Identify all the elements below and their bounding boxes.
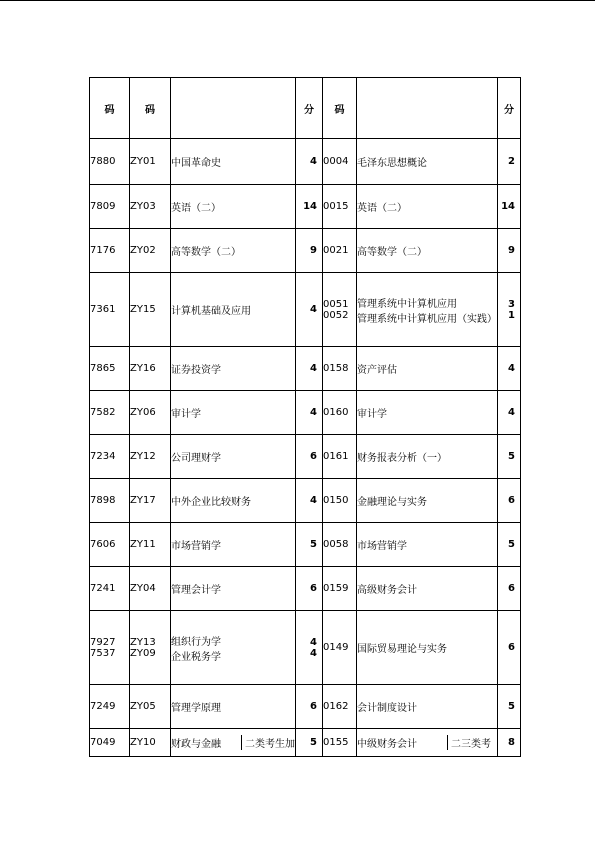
course-table — [89, 77, 521, 757]
row-credit-stack — [296, 611, 323, 685]
row-name: 中国革命史 — [171, 139, 296, 185]
table-row — [90, 139, 521, 185]
header-name — [171, 78, 296, 139]
row-code-b: ZY04 — [130, 567, 171, 611]
row-course: 英语（二） — [357, 185, 498, 229]
row-credit: 5 — [296, 523, 323, 567]
row-score: 9 — [498, 229, 521, 273]
row-code-a: 7234 — [90, 435, 130, 479]
row-score: 6 — [498, 479, 521, 523]
header-course — [357, 78, 498, 139]
row-name: 市场营销学 — [171, 523, 296, 567]
row-score: 4 — [498, 391, 521, 435]
row-code: 0051 — [323, 298, 349, 310]
row-credit: 4 — [296, 273, 323, 347]
row-code-a: 7606 — [90, 523, 130, 567]
row-name-with-note — [171, 729, 296, 757]
table-row — [90, 391, 521, 435]
row-name: 管理学原理 — [171, 685, 296, 729]
row-score: 1 — [508, 309, 515, 321]
row-name: 英语（二） — [171, 185, 296, 229]
row-name: 高等数学（二） — [171, 229, 296, 273]
row-credit: 14 — [296, 185, 323, 229]
table-row — [90, 567, 521, 611]
row-code-b: ZY17 — [130, 479, 171, 523]
header-score: 分 — [498, 78, 521, 139]
row-code: 0150 — [323, 479, 357, 523]
row-code-b: ZY11 — [130, 523, 171, 567]
row-score: 3 — [508, 298, 515, 310]
row-code: 0058 — [323, 523, 357, 567]
row-code-b: ZY12 — [130, 435, 171, 479]
row-code-a: 7537 — [90, 647, 116, 659]
row-course: 资产评估 — [357, 347, 498, 391]
row-code: 0158 — [323, 347, 357, 391]
row-code-b: ZY13 — [130, 636, 156, 648]
row-course: 金融理论与实务 — [357, 479, 498, 523]
row-code-b: ZY15 — [130, 273, 171, 347]
row-code: 0162 — [323, 685, 357, 729]
row-score-stack — [498, 273, 521, 347]
table-row — [90, 611, 521, 685]
row-course: 财务报表分析（一） — [357, 435, 498, 479]
row-code-stack — [323, 273, 357, 347]
row-code-b: ZY10 — [130, 729, 171, 757]
row-code: 0021 — [323, 229, 357, 273]
row-credit: 4 — [296, 479, 323, 523]
row-code: 0161 — [323, 435, 357, 479]
table-row — [90, 229, 521, 273]
row-name: 中外企业比较财务 — [171, 479, 296, 523]
row-code: 0155 — [323, 729, 357, 757]
row-course-with-note — [357, 729, 498, 757]
table-row — [90, 185, 521, 229]
row-score: 14 — [498, 185, 521, 229]
row-course: 毛泽东思想概论 — [357, 139, 498, 185]
row-code-a: 7361 — [90, 273, 130, 347]
row-name: 审计学 — [171, 391, 296, 435]
row-course: 审计学 — [357, 391, 498, 435]
table-header-row — [90, 78, 521, 139]
row-code-a-stack — [90, 611, 130, 685]
table-row — [90, 273, 521, 347]
row-score: 5 — [498, 523, 521, 567]
table-row — [90, 523, 521, 567]
row-credit: 4 — [310, 636, 317, 648]
row-credit: 4 — [296, 391, 323, 435]
row-code: 0052 — [323, 309, 349, 321]
row-note: 二三类考 — [447, 735, 491, 750]
row-credit: 4 — [310, 647, 317, 659]
row-note: 二类考生加 — [241, 735, 295, 750]
row-code-b-stack — [130, 611, 171, 685]
row-name: 组织行为学 — [171, 636, 221, 648]
table-row — [90, 729, 521, 757]
row-code-b: ZY02 — [130, 229, 171, 273]
row-code-a: 7898 — [90, 479, 130, 523]
row-name: 财政与金融 — [171, 739, 221, 750]
row-course: 市场营销学 — [357, 523, 498, 567]
row-code: 0159 — [323, 567, 357, 611]
row-code-a: 7249 — [90, 685, 130, 729]
row-name: 证券投资学 — [171, 347, 296, 391]
row-name-stack — [171, 611, 296, 685]
row-score: 4 — [498, 347, 521, 391]
row-name: 计算机基础及应用 — [171, 273, 296, 347]
header-code: 码 — [90, 78, 130, 139]
row-code-b: ZY03 — [130, 185, 171, 229]
row-course: 高级财务会计 — [357, 567, 498, 611]
row-code-b: ZY06 — [130, 391, 171, 435]
row-score: 6 — [498, 611, 521, 685]
header-code: 码 — [130, 78, 171, 139]
row-credit: 6 — [296, 435, 323, 479]
row-code-a: 7880 — [90, 139, 130, 185]
row-credit: 6 — [296, 567, 323, 611]
row-name: 管理会计学 — [171, 567, 296, 611]
row-code: 0015 — [323, 185, 357, 229]
row-code-b: ZY01 — [130, 139, 171, 185]
row-name: 企业税务学 — [171, 651, 221, 663]
row-credit: 6 — [296, 685, 323, 729]
row-credit: 4 — [296, 139, 323, 185]
row-credit: 9 — [296, 229, 323, 273]
row-code-a: 7582 — [90, 391, 130, 435]
row-score: 8 — [498, 729, 521, 757]
table-row — [90, 435, 521, 479]
row-code: 0160 — [323, 391, 357, 435]
row-credit: 5 — [296, 729, 323, 757]
row-code: 0004 — [323, 139, 357, 185]
table-row — [90, 685, 521, 729]
row-code-b: ZY16 — [130, 347, 171, 391]
row-course: 管理系统中计算机应用 — [357, 298, 457, 310]
row-course: 国际贸易理论与实务 — [357, 611, 498, 685]
header-credit: 分 — [296, 78, 323, 139]
row-course: 高等数学（二） — [357, 229, 498, 273]
row-code: 0149 — [323, 611, 357, 685]
row-course: 会计制度设计 — [357, 685, 498, 729]
row-score: 5 — [498, 685, 521, 729]
row-name: 公司理财学 — [171, 435, 296, 479]
row-code-a: 7927 — [90, 636, 116, 648]
row-code-b: ZY09 — [130, 647, 156, 659]
row-credit: 4 — [296, 347, 323, 391]
top-rule — [0, 0, 595, 1]
row-score: 6 — [498, 567, 521, 611]
row-score: 5 — [498, 435, 521, 479]
table-row — [90, 479, 521, 523]
row-code-b: ZY05 — [130, 685, 171, 729]
row-code-a: 7241 — [90, 567, 130, 611]
row-code-a: 7049 — [90, 729, 130, 757]
row-score: 2 — [498, 139, 521, 185]
table-row — [90, 347, 521, 391]
row-course-stack — [357, 273, 498, 347]
row-course: 中级财务会计 — [357, 739, 417, 750]
header-code: 码 — [323, 78, 357, 139]
row-course: 管理系统中计算机应用（实践） — [357, 313, 497, 325]
row-code-a: 7176 — [90, 229, 130, 273]
row-code-a: 7809 — [90, 185, 130, 229]
row-code-a: 7865 — [90, 347, 130, 391]
